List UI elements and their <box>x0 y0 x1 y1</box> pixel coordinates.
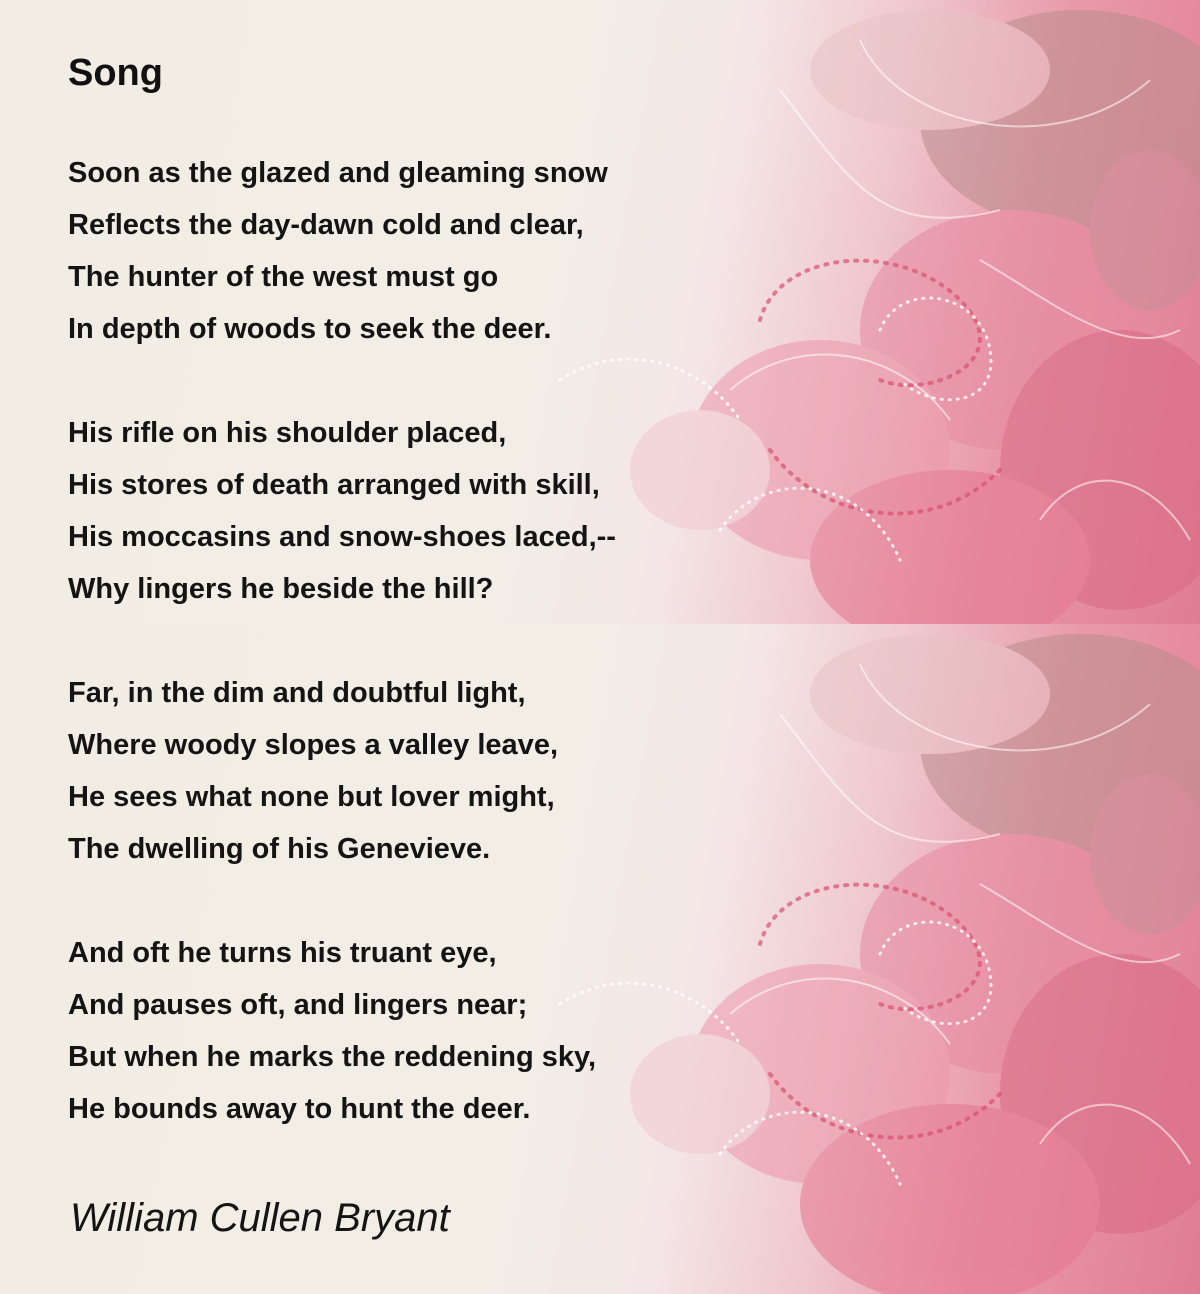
poem-line: He sees what none but lover might, <box>68 781 555 813</box>
poem-line: But when he marks the reddening sky, <box>68 1041 597 1073</box>
poem-line: The dwelling of his Genevieve. <box>68 833 491 865</box>
poem-line: His stores of death arranged with skill, <box>68 469 600 501</box>
poem-line: His rifle on his shoulder placed, <box>68 417 507 449</box>
poem-line: His moccasins and snow-shoes laced,-- <box>68 521 616 553</box>
poem-line: Far, in the dim and doubtful light, <box>68 677 526 709</box>
poem-line: And oft he turns his truant eye, <box>68 937 497 969</box>
poem-line: Where woody slopes a valley leave, <box>68 729 558 761</box>
poem-line: He bounds away to hunt the deer. <box>68 1093 531 1125</box>
poem-author: William Cullen Bryant <box>70 1196 450 1240</box>
poem-line: And pauses oft, and lingers near; <box>68 989 528 1021</box>
poem-line: Why lingers he beside the hill? <box>68 573 494 605</box>
poem-line: Soon as the glazed and gleaming snow <box>68 157 608 189</box>
poem-line: Reflects the day-dawn cold and clear, <box>68 209 584 241</box>
poem-line: In depth of woods to seek the deer. <box>68 313 552 345</box>
poem-line: The hunter of the west must go <box>68 261 499 293</box>
poem-title: Song <box>68 52 163 94</box>
